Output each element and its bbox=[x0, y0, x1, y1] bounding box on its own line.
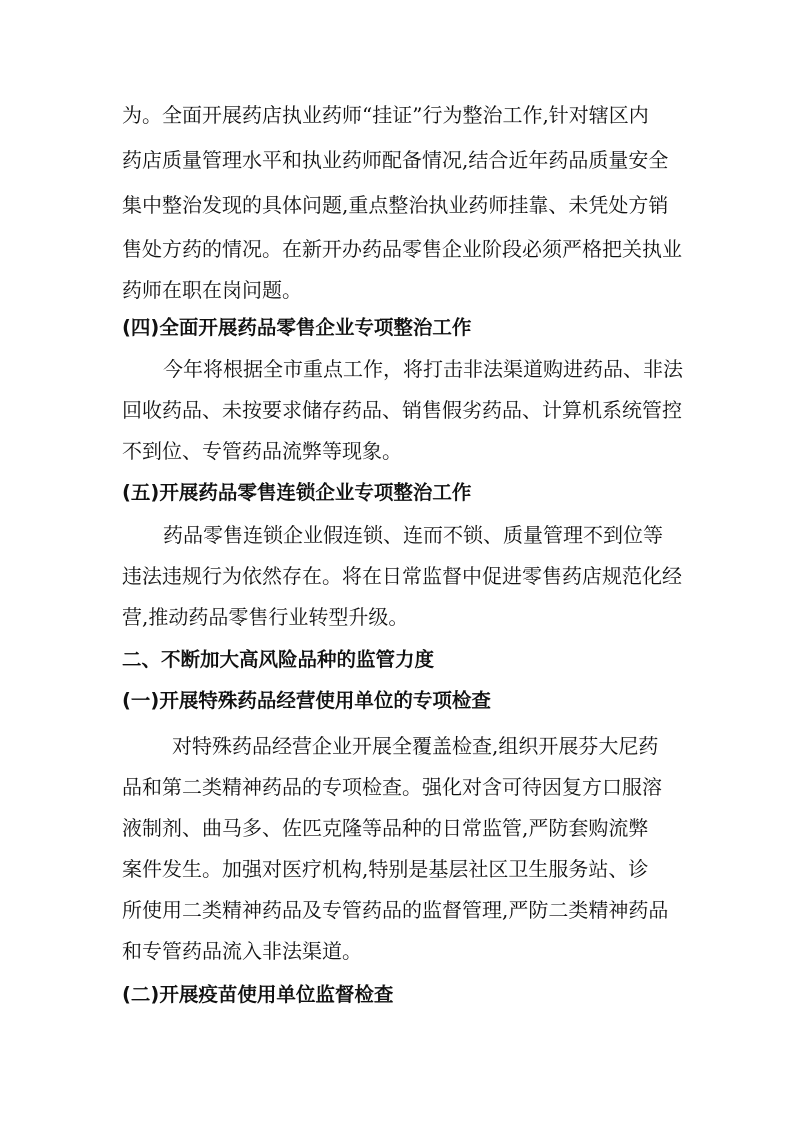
chapter-heading: 二、不断加大高风险品种的监管力度 bbox=[122, 648, 435, 671]
section-heading: (二)开展疫苗使用单位监督检查 bbox=[122, 983, 394, 1006]
paragraph-line: 药师在职在岗问题。 bbox=[122, 278, 302, 302]
paragraph-line: 液制剂、曲马多、佐匹克隆等品种的日常监管,严防套购流弊 bbox=[122, 816, 649, 840]
paragraph-line: 所使用二类精神药品及专管药品的监督管理,严防二类精神药品 bbox=[122, 898, 669, 922]
section-heading: (四)全面开展药品零售企业专项整治工作 bbox=[122, 316, 472, 339]
paragraph-line: 品和第二类精神药品的专项检查。强化对含可待因复方口服溶 bbox=[122, 775, 662, 799]
paragraph-line: 集中整治发现的具体问题,重点整治执业药师挂靠、未凭处方销 bbox=[122, 193, 669, 217]
paragraph-line: 回收药品、未按要求储存药品、销售假劣药品、计算机系统管控 bbox=[122, 398, 682, 422]
paragraph-line: 不到位、专管药品流弊等现象。 bbox=[122, 439, 402, 463]
paragraph-line: 违法违规行为依然存在。将在日常监督中促进零售药店规范化经 bbox=[122, 564, 682, 588]
paragraph-line: 为。全面开展药店执业药师“挂证”行为整治工作,针对辖区内 bbox=[122, 103, 649, 127]
paragraph-line: 营,推动药品零售行业转型升级。 bbox=[122, 605, 409, 629]
section-heading: (一)开展特殊药品经营使用单位的专项检查 bbox=[122, 689, 491, 712]
paragraph-line: 和专管药品流入非法渠道。 bbox=[122, 939, 362, 963]
paragraph-line: 对特殊药品经营企业开展全覆盖检查,组织开展芬大尼药 bbox=[172, 734, 659, 758]
paragraph-line: 药品零售连锁企业假连锁、连而不锁、质量管理不到位等 bbox=[163, 523, 663, 547]
section-heading: (五)开展药品零售连锁企业专项整治工作 bbox=[122, 481, 472, 504]
paragraph-line: 案件发生。加强对医疗机构,特别是基层社区卫生服务站、诊 bbox=[122, 857, 649, 881]
paragraph-line: 售处方药的情况。在新开办药品零售企业阶段必须严格把关执业 bbox=[122, 237, 682, 261]
paragraph-line: 药店质量管理水平和执业药师配备情况,结合近年药品质量安全 bbox=[122, 148, 669, 172]
paragraph-line: 今年将根据全市重点工作，将打击非法渠道购进药品、非法 bbox=[163, 357, 683, 381]
